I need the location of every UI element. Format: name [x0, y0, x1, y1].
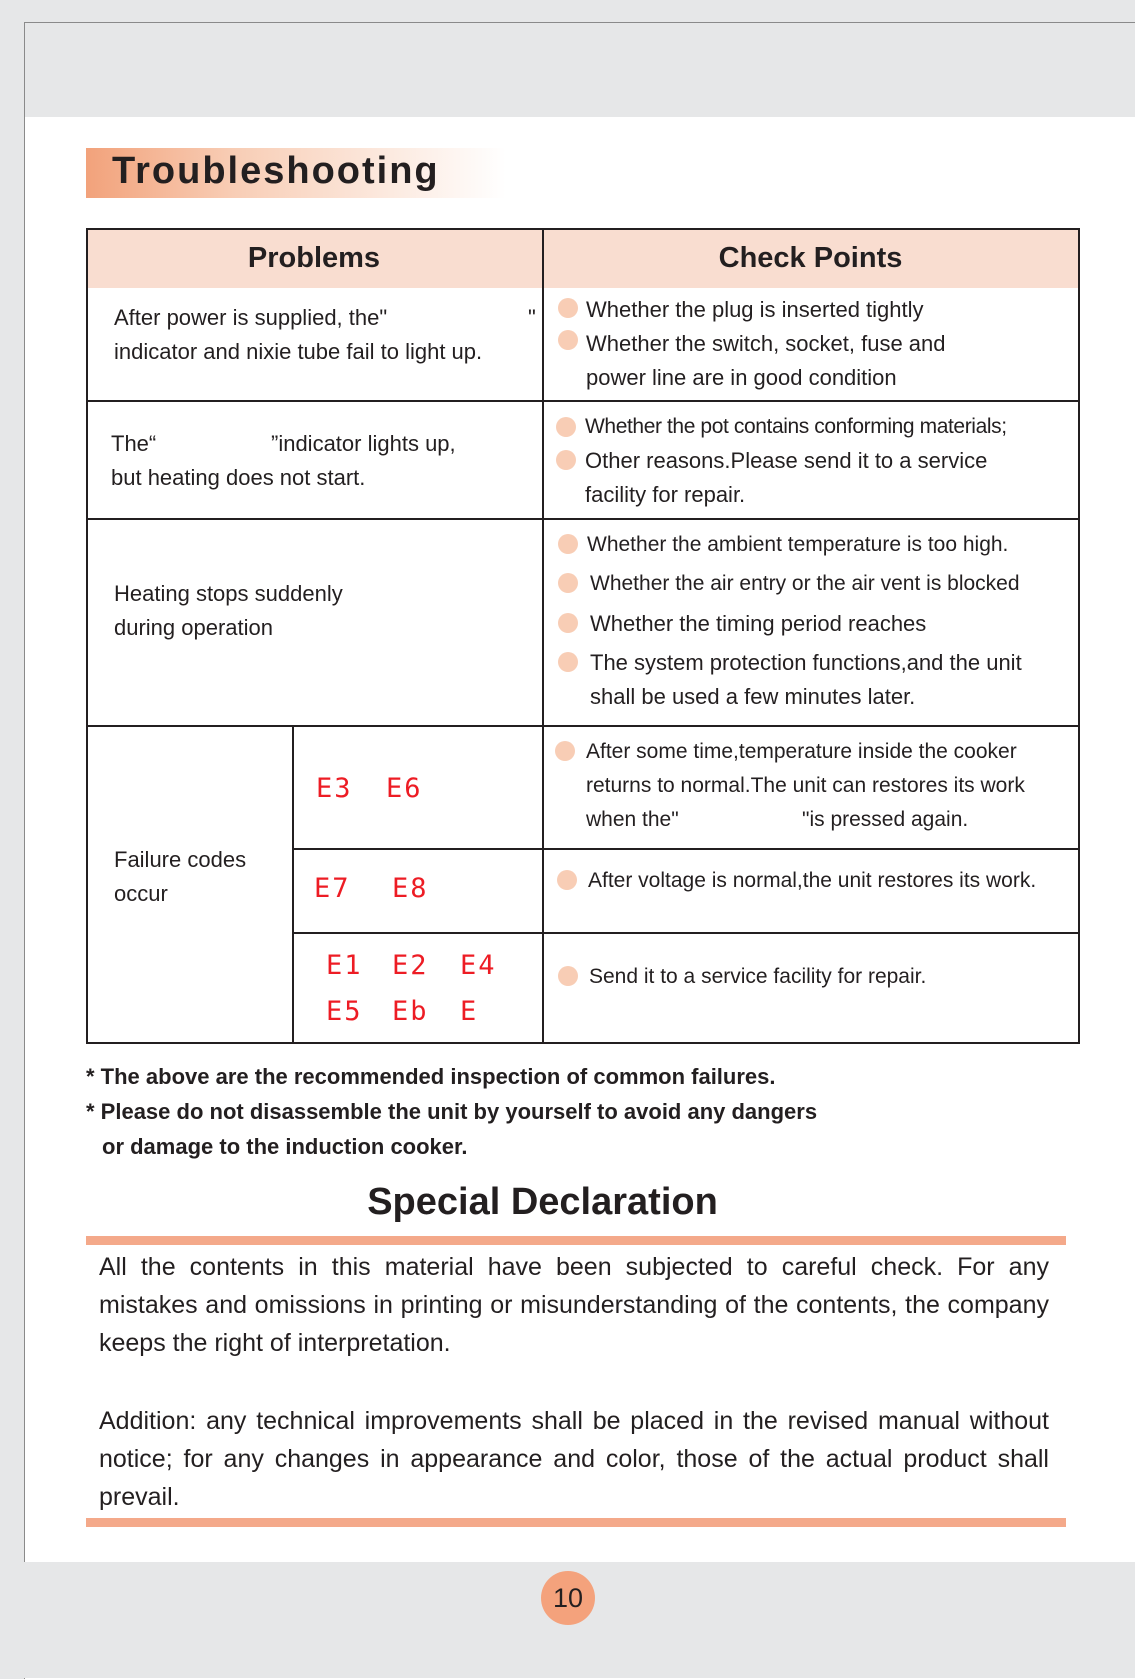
code-row-divider	[292, 848, 1080, 850]
check-point-text: Whether the ambient temperature is too high.	[587, 533, 1009, 556]
table-border-top	[86, 228, 1080, 230]
error-code: E2	[392, 950, 429, 981]
troubleshooting-table	[86, 228, 1080, 1044]
error-code: E5	[326, 996, 363, 1027]
page-number: 10	[541, 1571, 595, 1625]
check-point-text: Whether the plug is inserted tightly	[586, 297, 924, 322]
column-divider	[542, 228, 544, 1044]
error-code: E4	[460, 950, 497, 981]
section-title: Troubleshooting	[112, 150, 440, 192]
problems-header: Problems	[86, 228, 542, 288]
bullet-icon	[558, 534, 578, 554]
bullet-icon	[558, 613, 578, 633]
problem-text: but heating does not start.	[111, 465, 366, 490]
error-code: E3	[316, 773, 353, 804]
top-margin-band	[24, 22, 1135, 117]
accent-rule	[86, 1236, 1066, 1245]
check-point-text: Whether the timing period reaches	[590, 611, 927, 636]
note-line: * Please do not disassemble the unit by yourself to avoid any dangers	[86, 1099, 818, 1124]
declaration-paragraph: All the contents in this material have been subjected to careful check. For any mistakes and omissions in printing or misunderstanding of the contents, the company keeps the right of interpretation.	[99, 1253, 1049, 1357]
declaration-title: Special Declaration	[367, 1181, 718, 1223]
problem-text: "	[528, 305, 536, 330]
check-point-text: shall be used a few minutes later.	[590, 684, 916, 709]
row-divider	[86, 400, 1080, 402]
note-line: * The above are the recommended inspection of common failures.	[86, 1064, 776, 1089]
check-point-text: returns to normal.The unit can restores its work	[586, 774, 1025, 797]
check-point-text: "is pressed again.	[802, 808, 969, 831]
row-divider	[86, 518, 1080, 520]
failure-label: Failure codes	[114, 847, 247, 872]
bullet-icon	[558, 966, 578, 986]
check-point-text: power line are in good condition	[586, 365, 897, 390]
bullet-icon	[558, 298, 578, 318]
table-border-right	[1078, 228, 1080, 1044]
check-point-text: After some time,temperature inside the cooker	[586, 740, 1017, 763]
bullet-icon	[558, 573, 578, 593]
bullet-icon	[558, 652, 578, 672]
code-column-divider	[292, 725, 294, 1044]
note-line: or damage to the induction cooker.	[102, 1134, 468, 1159]
problem-text: Heating stops suddenly	[114, 581, 343, 606]
bullet-icon	[558, 330, 578, 350]
problem-text: The“	[111, 431, 157, 456]
bullet-icon	[556, 450, 576, 470]
bullet-icon	[555, 741, 575, 761]
check-point-text: Send it to a service facility for repair.	[589, 965, 927, 988]
check-point-text: After voltage is normal,the unit restores its work.	[588, 869, 1037, 892]
error-code: E8	[392, 873, 429, 904]
bullet-icon	[556, 417, 576, 437]
error-code: E	[460, 996, 479, 1027]
check-point-text: Whether the switch, socket, fuse and	[586, 331, 946, 356]
accent-rule	[86, 1518, 1066, 1527]
table-border-bottom	[86, 1042, 1080, 1044]
check-point-text: facility for repair.	[585, 482, 746, 507]
check-point-text: Whether the pot contains conforming materials;	[585, 415, 1007, 438]
error-code: Eb	[392, 996, 429, 1027]
check-point-text: Other reasons.Please send it to a service	[585, 448, 988, 473]
problem-text: during operation	[114, 615, 274, 640]
problem-text: ”indicator lights up,	[271, 431, 456, 456]
table-border-left	[86, 228, 88, 1044]
row-divider	[86, 725, 1080, 727]
check-point-text: when the"	[586, 808, 679, 831]
check-point-text: Whether the air entry or the air vent is blocked	[590, 572, 1020, 595]
error-code: E7	[314, 873, 351, 904]
bullet-icon	[557, 870, 577, 890]
check-points-header: Check Points	[543, 228, 1078, 288]
failure-label: occur	[114, 881, 168, 906]
declaration-paragraph: Addition: any technical improvements shall be placed in the revised manual without notice; for any changes in appearance and color, those of the actual product shall prevail.	[99, 1407, 1049, 1511]
check-point-text: The system protection functions,and the unit	[590, 650, 1022, 675]
code-row-divider	[292, 932, 1080, 934]
error-code: E1	[326, 950, 363, 981]
error-code: E6	[386, 773, 423, 804]
problem-text: indicator and nixie tube fail to light up.	[114, 339, 483, 364]
problem-text: After power is supplied, the"	[114, 305, 388, 330]
